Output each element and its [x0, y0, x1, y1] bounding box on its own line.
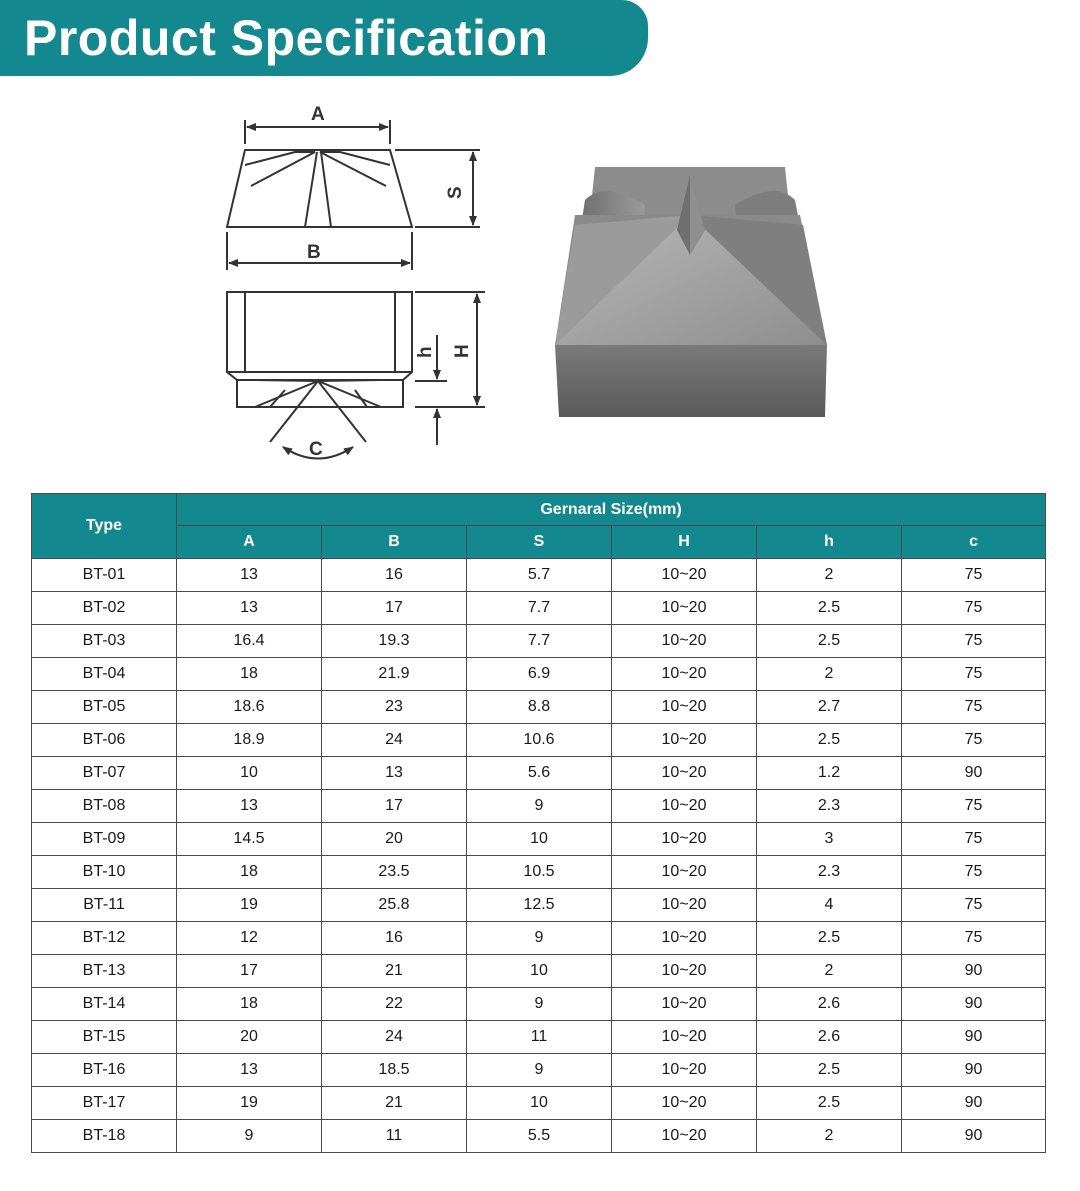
value-cell: 90 — [902, 757, 1046, 790]
value-cell: 10~20 — [612, 1021, 757, 1054]
value-cell: 2.5 — [757, 724, 902, 757]
value-cell: 24 — [322, 1021, 467, 1054]
page-title: Product Specification — [24, 10, 549, 66]
type-cell: BT-02 — [32, 592, 177, 625]
value-cell: 18.5 — [322, 1054, 467, 1087]
type-cell: BT-17 — [32, 1087, 177, 1120]
table-row — [32, 922, 1046, 955]
value-cell: 90 — [902, 1054, 1046, 1087]
value-cell: 16.4 — [177, 625, 322, 658]
value-cell: 5.5 — [467, 1120, 612, 1153]
value-cell: 75 — [902, 592, 1046, 625]
value-cell: 2.3 — [757, 790, 902, 823]
value-cell: 10 — [467, 823, 612, 856]
value-cell: 2 — [757, 658, 902, 691]
table-row — [32, 592, 1046, 625]
type-cell: BT-04 — [32, 658, 177, 691]
value-cell: 10~20 — [612, 691, 757, 724]
dim-label-b: B — [307, 242, 321, 263]
value-cell: 10~20 — [612, 823, 757, 856]
table-row — [32, 988, 1046, 1021]
dimension-drawing — [215, 100, 505, 465]
value-cell: 1.2 — [757, 757, 902, 790]
value-cell: 2.5 — [757, 922, 902, 955]
value-cell: 10.5 — [467, 856, 612, 889]
table-row — [32, 1021, 1046, 1054]
value-cell: 25.8 — [322, 889, 467, 922]
type-cell: BT-18 — [32, 1120, 177, 1153]
value-cell: 9 — [467, 922, 612, 955]
table-body — [32, 559, 1046, 1153]
type-cell: BT-05 — [32, 691, 177, 724]
value-cell: 18 — [177, 988, 322, 1021]
value-cell: 10~20 — [612, 988, 757, 1021]
value-cell: 19.3 — [322, 625, 467, 658]
value-cell: 10~20 — [612, 1054, 757, 1087]
value-cell: 9 — [177, 1120, 322, 1153]
value-cell: 23 — [322, 691, 467, 724]
value-cell: 9 — [467, 988, 612, 1021]
value-cell: 8.8 — [467, 691, 612, 724]
value-cell: 2.5 — [757, 1087, 902, 1120]
column-header: B — [322, 526, 467, 559]
value-cell: 10~20 — [612, 559, 757, 592]
table-row — [32, 625, 1046, 658]
type-cell: BT-15 — [32, 1021, 177, 1054]
value-cell: 2.6 — [757, 988, 902, 1021]
value-cell: 21.9 — [322, 658, 467, 691]
value-cell: 2.5 — [757, 592, 902, 625]
value-cell: 10~20 — [612, 625, 757, 658]
dim-label-s: S — [445, 186, 466, 199]
value-cell: 75 — [902, 724, 1046, 757]
table-row — [32, 823, 1046, 856]
value-cell: 90 — [902, 1120, 1046, 1153]
value-cell: 4 — [757, 889, 902, 922]
value-cell: 21 — [322, 955, 467, 988]
table-row — [32, 889, 1046, 922]
value-cell: 75 — [902, 889, 1046, 922]
value-cell: 2 — [757, 559, 902, 592]
value-cell: 90 — [902, 1021, 1046, 1054]
value-cell: 13 — [177, 1054, 322, 1087]
type-header: Type — [32, 494, 177, 559]
value-cell: 5.7 — [467, 559, 612, 592]
table-row — [32, 955, 1046, 988]
value-cell: 11 — [467, 1021, 612, 1054]
value-cell: 9 — [467, 1054, 612, 1087]
value-cell: 21 — [322, 1087, 467, 1120]
column-header: H — [612, 526, 757, 559]
value-cell: 7.7 — [467, 592, 612, 625]
table-row — [32, 724, 1046, 757]
value-cell: 10 — [467, 955, 612, 988]
spec-table — [31, 493, 1046, 1153]
value-cell: 18 — [177, 856, 322, 889]
table-row — [32, 1087, 1046, 1120]
table-subheader-row — [32, 526, 1046, 559]
type-cell: BT-03 — [32, 625, 177, 658]
value-cell: 75 — [902, 559, 1046, 592]
value-cell: 10~20 — [612, 757, 757, 790]
table-row — [32, 1054, 1046, 1087]
value-cell: 10~20 — [612, 889, 757, 922]
value-cell: 9 — [467, 790, 612, 823]
type-cell: BT-13 — [32, 955, 177, 988]
value-cell: 24 — [322, 724, 467, 757]
value-cell: 7.7 — [467, 625, 612, 658]
type-cell: BT-12 — [32, 922, 177, 955]
value-cell: 17 — [322, 592, 467, 625]
column-header: c — [902, 526, 1046, 559]
value-cell: 75 — [902, 856, 1046, 889]
type-cell: BT-14 — [32, 988, 177, 1021]
value-cell: 2.5 — [757, 1054, 902, 1087]
value-cell: 20 — [322, 823, 467, 856]
type-cell: BT-09 — [32, 823, 177, 856]
value-cell: 16 — [322, 922, 467, 955]
value-cell: 75 — [902, 823, 1046, 856]
value-cell: 10~20 — [612, 922, 757, 955]
value-cell: 90 — [902, 988, 1046, 1021]
title-banner — [0, 0, 648, 76]
value-cell: 10~20 — [612, 955, 757, 988]
table-row — [32, 691, 1046, 724]
value-cell: 19 — [177, 889, 322, 922]
table-row — [32, 757, 1046, 790]
value-cell: 2.3 — [757, 856, 902, 889]
value-cell: 10.6 — [467, 724, 612, 757]
group-header: Gernaral Size(mm) — [177, 494, 1046, 526]
type-cell: BT-06 — [32, 724, 177, 757]
value-cell: 18.9 — [177, 724, 322, 757]
value-cell: 6.9 — [467, 658, 612, 691]
column-header: S — [467, 526, 612, 559]
value-cell: 13 — [177, 790, 322, 823]
value-cell: 2.5 — [757, 625, 902, 658]
value-cell: 10~20 — [612, 1120, 757, 1153]
value-cell: 75 — [902, 922, 1046, 955]
type-cell: BT-08 — [32, 790, 177, 823]
value-cell: 13 — [322, 757, 467, 790]
value-cell: 10~20 — [612, 658, 757, 691]
table-header-row — [32, 494, 1046, 526]
dim-label-h-lower: h — [415, 346, 436, 358]
table-row — [32, 790, 1046, 823]
value-cell: 10 — [177, 757, 322, 790]
value-cell: 12.5 — [467, 889, 612, 922]
value-cell: 10~20 — [612, 1087, 757, 1120]
value-cell: 75 — [902, 625, 1046, 658]
value-cell: 18.6 — [177, 691, 322, 724]
type-cell: BT-01 — [32, 559, 177, 592]
value-cell: 10~20 — [612, 790, 757, 823]
value-cell: 75 — [902, 790, 1046, 823]
value-cell: 14.5 — [177, 823, 322, 856]
value-cell: 75 — [902, 691, 1046, 724]
value-cell: 2 — [757, 955, 902, 988]
value-cell: 10~20 — [612, 724, 757, 757]
type-cell: BT-07 — [32, 757, 177, 790]
type-cell: BT-11 — [32, 889, 177, 922]
value-cell: 13 — [177, 559, 322, 592]
dim-label-c: C — [309, 439, 323, 460]
table-row — [32, 1120, 1046, 1153]
value-cell: 75 — [902, 658, 1046, 691]
value-cell: 18 — [177, 658, 322, 691]
value-cell: 17 — [177, 955, 322, 988]
value-cell: 20 — [177, 1021, 322, 1054]
dim-label-a: A — [311, 104, 325, 125]
value-cell: 13 — [177, 592, 322, 625]
dim-label-h-upper: H — [452, 344, 473, 358]
value-cell: 10~20 — [612, 856, 757, 889]
value-cell: 2 — [757, 1120, 902, 1153]
side-view-outline — [227, 292, 412, 407]
value-cell: 12 — [177, 922, 322, 955]
type-cell: BT-16 — [32, 1054, 177, 1087]
value-cell: 90 — [902, 955, 1046, 988]
product-front-face — [555, 345, 827, 417]
column-header: h — [757, 526, 902, 559]
value-cell: 5.6 — [467, 757, 612, 790]
value-cell: 23.5 — [322, 856, 467, 889]
value-cell: 10~20 — [612, 592, 757, 625]
value-cell: 10 — [467, 1087, 612, 1120]
type-cell: BT-10 — [32, 856, 177, 889]
column-header: A — [177, 526, 322, 559]
value-cell: 2.6 — [757, 1021, 902, 1054]
table-row — [32, 856, 1046, 889]
value-cell: 90 — [902, 1087, 1046, 1120]
table-row — [32, 559, 1046, 592]
value-cell: 22 — [322, 988, 467, 1021]
value-cell: 3 — [757, 823, 902, 856]
value-cell: 16 — [322, 559, 467, 592]
value-cell: 11 — [322, 1120, 467, 1153]
table-row — [32, 658, 1046, 691]
value-cell: 17 — [322, 790, 467, 823]
value-cell: 2.7 — [757, 691, 902, 724]
value-cell: 19 — [177, 1087, 322, 1120]
product-photo — [545, 155, 835, 425]
